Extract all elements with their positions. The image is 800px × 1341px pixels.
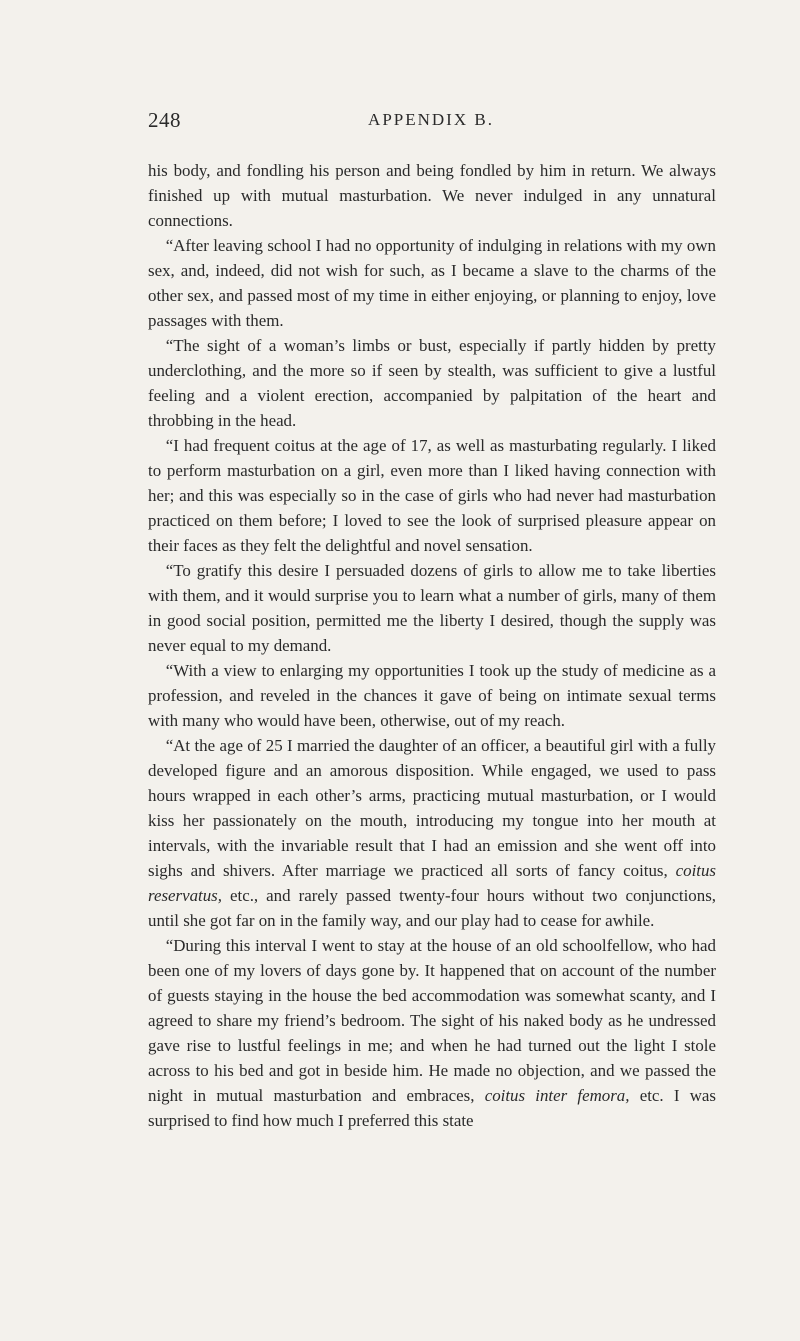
page-header xyxy=(148,108,714,138)
paragraph xyxy=(148,933,716,1133)
paragraph-text: etc. I was surprised to find how much I preferred this state xyxy=(148,1086,716,1130)
body-text xyxy=(148,158,716,1133)
paragraph-text: “During this interval I went to stay at the house of an old schoolfellow, who had been one of my lovers of days gone by. It happened that on account of the number of guests staying in the house the bed accommodation was somewhat scanty, and I agreed to share my friend’s bedroom. The sight of his naked body as he undressed gave rise to lustful feelings in me; and when he had turned out the light I stole across to his bed and got in beside him. He made no objection, and we passed the night in mutual masturbation and embraces, xyxy=(148,936,716,1105)
paragraph: his body, and fondling his person and being fondled by him in return. We always finished up with mutual masturbation. We never indulged in any unnatural connections. xyxy=(148,161,716,230)
paragraph-text: etc., and rarely passed twenty-four hours without two conjunctions, until she got far on in the family way, and our play had to cease for awhile. xyxy=(148,886,716,930)
paragraph: “I had frequent coitus at the age of 17, as well as masturbating regularly. I liked to perform masturbation on a girl, even more than I liked having connection with her; and this was especially so in the case of girls who had never had masturbation practiced on them before; I loved to see the look of surprised pleasure appear on their faces as they felt the delightful and novel sensation. xyxy=(148,436,716,555)
italic-term: coitus reservatus, xyxy=(148,861,716,905)
running-head: APPENDIX B. xyxy=(368,110,494,129)
paragraph xyxy=(148,733,716,933)
paragraph: “The sight of a woman’s limbs or bust, especially if partly hidden by pretty underclothing, and the more so if seen by stealth, was sufficient to give a lustful feeling and a violent erection, accompanied by palpitation of the heart and throbbing in the head. xyxy=(148,336,716,430)
paragraph: “To gratify this desire I persuaded dozens of girls to allow me to take liberties with them, and it would surprise you to learn what a number of girls, many of them in good social position, permitted me the liberty I desired, though the supply was never equal to my demand. xyxy=(148,561,716,655)
paragraph-text: “At the age of 25 I married the daughter of an officer, a beautiful girl with a fully developed figure and an amorous disposition. While engaged, we used to pass hours wrapped in each other’s arms, practicing mutual masturbation, or I would kiss her passionately on the mouth, introducing my tongue into her mouth at intervals, with the invariable result that I had an emission and she went off into sighs and shivers. After marriage we practiced all sorts of fancy coitus, xyxy=(148,736,716,880)
italic-term: coitus inter femora, xyxy=(484,1086,630,1105)
paragraph: “After leaving school I had no opportunity of indulging in relations with my own sex, and, indeed, did not wish for such, as I became a slave to the charms of the other sex, and passed most of my time in either enjoying, or planning to enjoy, love passages with them. xyxy=(148,236,716,330)
page-number: 248 xyxy=(148,108,181,132)
paragraph: “With a view to enlarging my opportunities I took up the study of medicine as a profession, and reveled in the chances it gave of being on intimate sexual terms with many who would have been, otherwise, out of my reach. xyxy=(148,661,716,730)
